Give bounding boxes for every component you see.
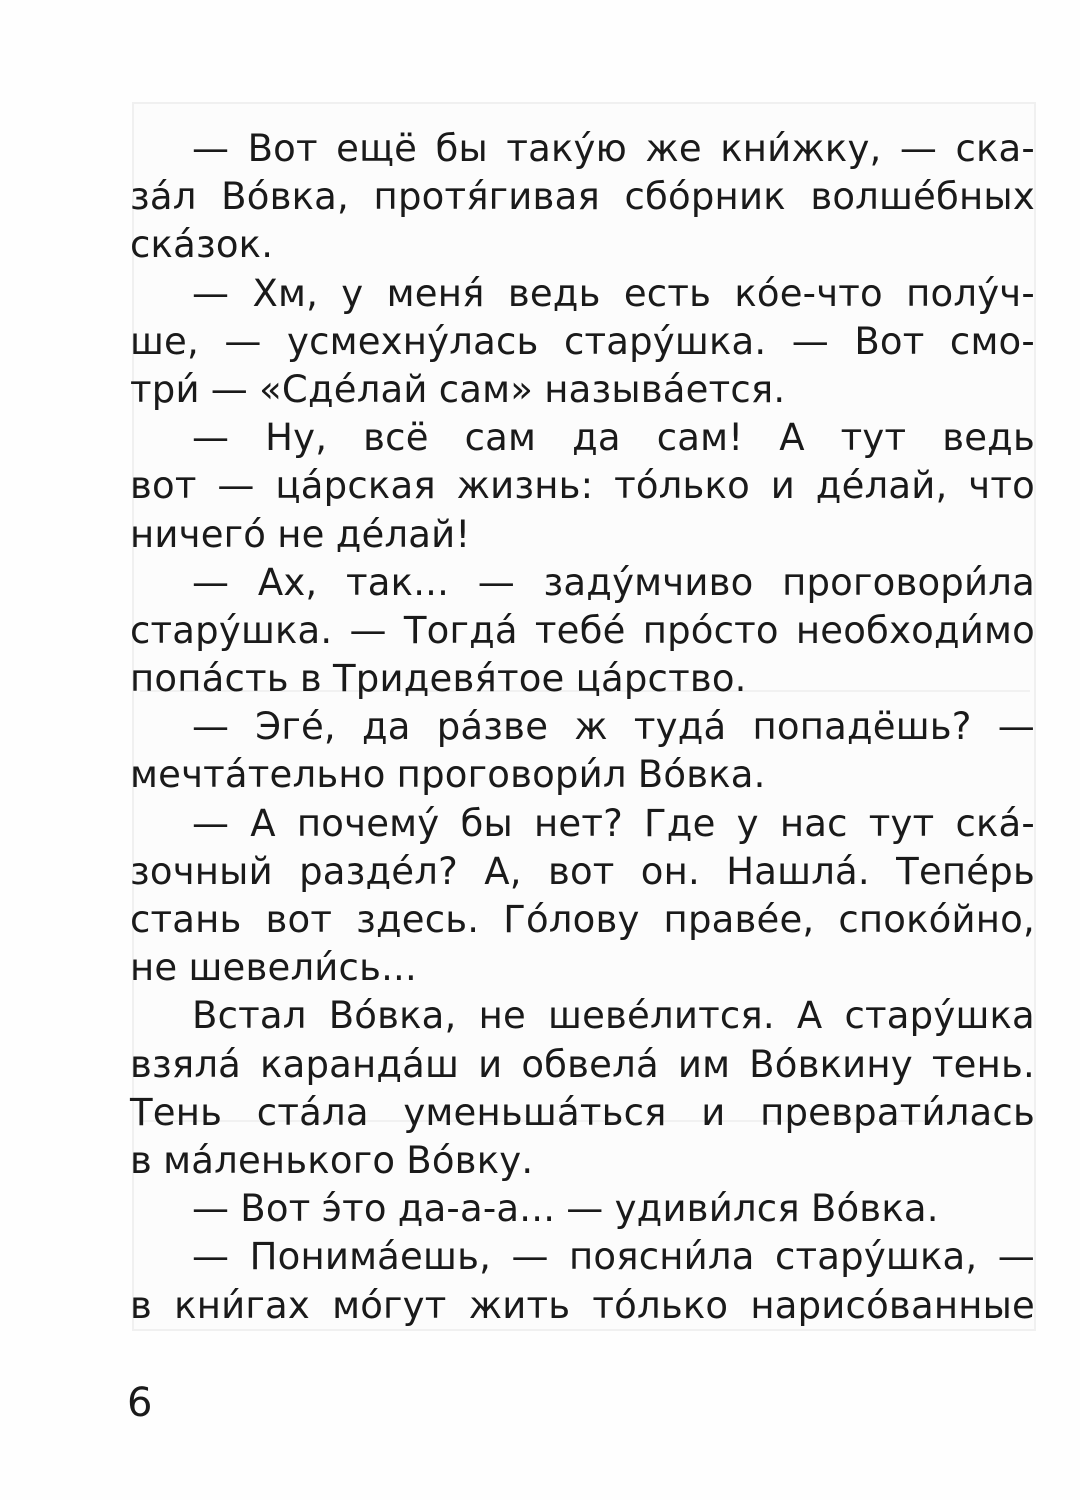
word: Где — [644, 801, 716, 845]
word: — — [566, 1187, 604, 1231]
text-line — [130, 462, 1035, 510]
word: — — [997, 1235, 1035, 1279]
word: полу́ч- — [906, 271, 1035, 315]
text-line — [130, 125, 1035, 173]
word: Тридевя́тое — [333, 657, 565, 701]
word: сам — [464, 416, 537, 460]
word: каранда́ш — [260, 1042, 460, 1086]
text-line — [130, 655, 1035, 703]
word: так... — [346, 560, 450, 604]
word: ма́ленького — [163, 1138, 396, 1182]
word: вот — [547, 849, 615, 893]
word: да — [572, 416, 621, 460]
word: — — [791, 319, 829, 363]
word: Эге́, — [255, 705, 336, 749]
text-line — [130, 607, 1035, 655]
word: туда́ — [633, 705, 727, 749]
word: и — [478, 1042, 503, 1086]
word: Тень — [130, 1090, 223, 1134]
word: кни́гах — [174, 1283, 310, 1327]
word: Вот — [854, 319, 925, 363]
word: — — [217, 464, 255, 508]
word: — — [349, 608, 387, 652]
story-text — [130, 125, 1035, 1330]
word: таку́ю — [506, 127, 627, 170]
word: он. — [640, 849, 700, 893]
word: ра́зве — [436, 705, 549, 749]
word: не — [277, 512, 325, 556]
word: усмехну́лась — [286, 319, 539, 363]
word: преврати́лась — [760, 1090, 1035, 1134]
word: — — [192, 1187, 230, 1231]
text-line — [130, 944, 1035, 992]
text-line — [130, 559, 1035, 607]
word: де́лай, — [815, 464, 948, 508]
word: — — [210, 367, 248, 411]
word: попа́сть — [130, 657, 289, 701]
word: три́ — [130, 367, 200, 411]
word: Во́вка, — [221, 175, 349, 219]
text-line — [130, 270, 1035, 318]
word: ста́ла — [256, 1090, 369, 1134]
word: мечта́тельно — [130, 753, 386, 797]
text-line — [130, 318, 1035, 366]
word: и — [701, 1090, 726, 1134]
text-line — [130, 221, 1035, 269]
word: проговори́л — [396, 753, 627, 797]
word: тут — [840, 416, 907, 460]
page-number: 6 — [127, 1380, 153, 1426]
word: в — [299, 657, 322, 701]
word: бы — [435, 127, 488, 170]
word: праве́е, — [663, 898, 815, 941]
word: проговори́ла — [782, 560, 1035, 604]
word: вот — [130, 464, 197, 508]
text-line — [130, 1282, 1035, 1330]
word: жить — [468, 1283, 571, 1327]
word: — — [997, 705, 1035, 749]
text-line — [130, 896, 1035, 944]
word: разде́л? — [299, 849, 458, 893]
word: Хм, — [252, 271, 319, 315]
word: мо́гут — [332, 1283, 447, 1327]
text-line — [130, 414, 1035, 462]
word: — — [192, 416, 230, 460]
word: шевели́сь... — [188, 946, 417, 990]
word: Вот — [240, 1187, 311, 1231]
word: кни́жку, — [720, 127, 882, 170]
word: Тогда́ — [403, 608, 518, 652]
word: тебе́ — [534, 608, 626, 652]
text-line — [130, 173, 1035, 221]
word: ведь — [507, 271, 601, 315]
word: А — [796, 994, 823, 1038]
word: сбо́рник — [624, 175, 786, 219]
word: называ́ется. — [544, 367, 786, 411]
word: жизнь: — [456, 464, 594, 508]
word: Нашла́. — [726, 849, 870, 893]
word: Ах, — [257, 560, 318, 604]
word: ца́рство. — [575, 657, 747, 701]
word: есть — [623, 271, 712, 315]
word: здесь. — [356, 898, 480, 941]
word: в — [130, 1283, 153, 1327]
word: вот — [265, 898, 333, 941]
word: не — [130, 946, 178, 990]
word: шеве́лится. — [548, 994, 775, 1038]
word: смо- — [949, 319, 1035, 363]
word: ко́е-что — [734, 271, 883, 315]
word: им — [677, 1042, 731, 1086]
word: за́л — [130, 175, 197, 219]
word: — — [477, 560, 515, 604]
word: зочный — [130, 849, 273, 893]
word: необходи́мо — [795, 608, 1035, 652]
text-line — [130, 1041, 1035, 1089]
word: сам! — [656, 416, 744, 460]
word: — — [511, 1235, 549, 1279]
word: протя́гивая — [373, 175, 600, 219]
word: — — [192, 271, 230, 315]
word: почему́ — [296, 801, 440, 845]
word: — — [192, 1235, 230, 1279]
word: споко́йно, — [838, 898, 1035, 941]
word: ше, — [130, 319, 199, 363]
word: стару́шка — [844, 994, 1035, 1038]
word: обвела́ — [521, 1042, 659, 1086]
word: Тепе́рь — [896, 849, 1035, 893]
word: «Сде́лай — [259, 367, 428, 411]
text-line — [130, 848, 1035, 896]
word: ска- — [955, 127, 1035, 170]
word: Встал — [192, 994, 307, 1038]
text-line — [130, 992, 1035, 1040]
word: что — [968, 464, 1035, 508]
word: бы — [460, 801, 513, 845]
text-line — [130, 1233, 1035, 1281]
word: Во́вка. — [637, 753, 766, 797]
word: Понима́ешь, — [249, 1235, 492, 1279]
word: А — [779, 416, 805, 460]
word: всё — [363, 416, 429, 460]
word: же — [645, 127, 702, 170]
word: — — [224, 319, 262, 363]
word: — — [192, 801, 230, 845]
word: то́лько — [614, 464, 750, 508]
word: волше́бных — [810, 175, 1035, 219]
word: ж — [574, 705, 608, 749]
text-line — [130, 751, 1035, 799]
word: ца́рская — [275, 464, 436, 508]
word: сам» — [438, 367, 534, 411]
word: да-а-а... — [397, 1187, 556, 1231]
word: тень. — [931, 1042, 1035, 1086]
text-line — [130, 511, 1035, 559]
word: не — [478, 994, 526, 1038]
word: нарисо́ванные — [750, 1283, 1035, 1327]
word: у — [736, 801, 759, 845]
word: про́сто — [642, 608, 779, 652]
text-line — [130, 1089, 1035, 1137]
word: попадёшь? — [752, 705, 972, 749]
text-line — [130, 800, 1035, 848]
text-line — [130, 366, 1035, 414]
word: Го́лову — [503, 898, 640, 941]
word: Во́вка, — [328, 994, 457, 1038]
word: да — [362, 705, 411, 749]
word: стару́шка. — [130, 608, 333, 652]
word: и — [770, 464, 795, 508]
word: — — [899, 127, 938, 170]
word: стару́шка, — [774, 1235, 978, 1279]
word: меня́ — [386, 271, 485, 315]
word: ска́- — [955, 801, 1035, 845]
word: Во́вка. — [810, 1187, 939, 1231]
word: Вот — [247, 127, 318, 170]
word: — — [192, 560, 230, 604]
word: стань — [130, 898, 242, 941]
word: ска́зок. — [130, 223, 274, 267]
word: ведь — [942, 416, 1035, 460]
word: то́лько — [592, 1283, 729, 1327]
word: А — [250, 801, 276, 845]
word: удиви́лся — [614, 1187, 800, 1231]
word: Во́вкину — [749, 1042, 913, 1086]
word: в — [130, 1138, 153, 1182]
word: нас — [779, 801, 848, 845]
word: де́лай! — [335, 512, 471, 556]
text-line — [130, 1185, 1035, 1233]
word: Во́вку. — [406, 1138, 534, 1182]
word: ещё — [336, 127, 418, 170]
word: стару́шка. — [563, 319, 767, 363]
text-line — [130, 1137, 1035, 1185]
word: взяла́ — [130, 1042, 242, 1086]
word: у — [341, 271, 364, 315]
word: ничего́ — [130, 512, 267, 556]
word: — — [192, 127, 230, 170]
word: Ну, — [265, 416, 328, 460]
word: — — [192, 705, 230, 749]
text-line — [130, 703, 1035, 751]
word: нет? — [534, 801, 623, 845]
word: тут — [868, 801, 935, 845]
word: А, — [484, 849, 522, 893]
word: э́то — [321, 1187, 387, 1231]
word: поясни́ла — [569, 1235, 755, 1279]
word: заду́мчиво — [543, 560, 754, 604]
word: уменьша́ться — [403, 1090, 667, 1134]
